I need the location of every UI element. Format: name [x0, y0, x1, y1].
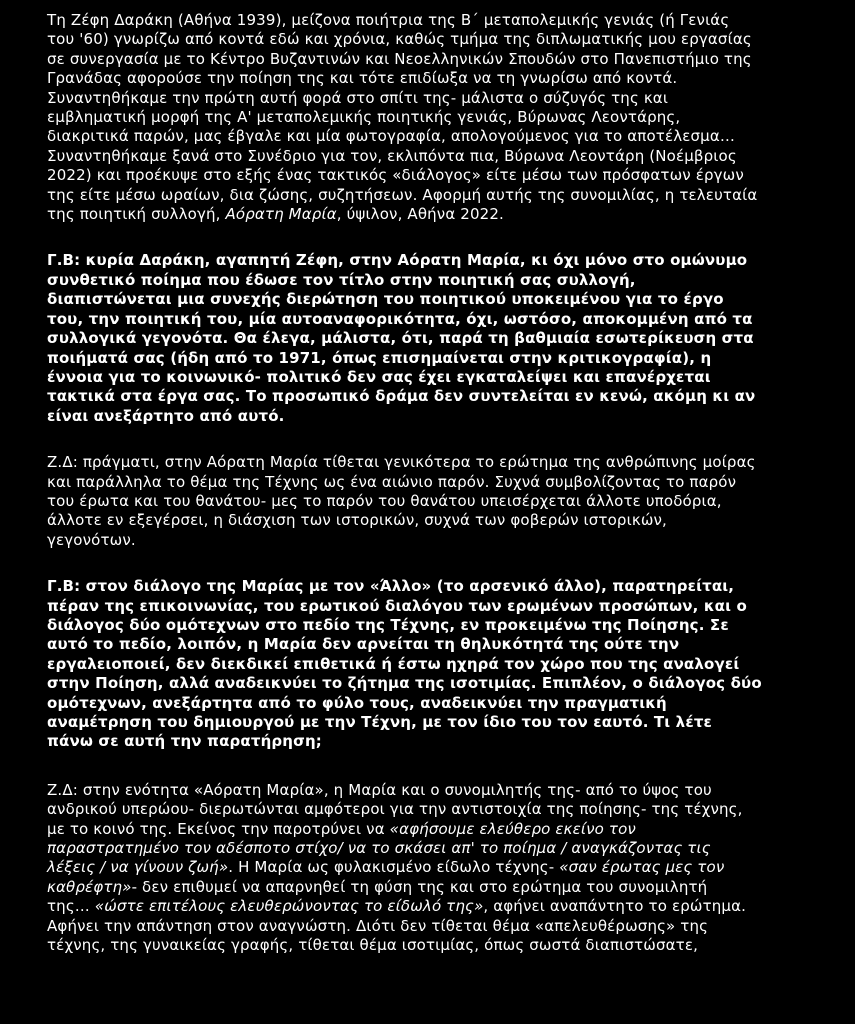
- text-line: γεγονότων.: [47, 530, 136, 549]
- text-line: διακριτικά παρών, μας έβγαλε και μία φωτογραφία, απολογούμενος για το αποτέλεσμα…: [47, 127, 736, 146]
- text-line: είναι ανεξάρτητο από αυτό.: [47, 406, 285, 425]
- text-line: του, την ποιητική του, μία αυτοαναφορικότητα, όχι, ωστόσο, αποκομμένη από τα: [47, 309, 753, 328]
- question-paragraph-2: [47, 577, 837, 752]
- text-line: Γρανάδας αφορούσε την ποίηση της και τότε επιδίωξα να τη γνωρίσω από κοντά.: [47, 69, 678, 88]
- text-line: σε συνεργασία με το Κέντρο Βυζαντινών και Νεοελληνικών Σπουδών στο Πανεπιστήμιο της: [47, 49, 752, 68]
- text-line: Αφήνει την απάντηση στον αναγνώστη. Διότι δεν τίθεται θέμα «απελευθέρωσης» της: [47, 916, 709, 935]
- text-run: με το κοινό της. Εκείνος την παροτρύνει να: [47, 819, 390, 838]
- answer-paragraph-1: [47, 453, 837, 550]
- answer-paragraph-2: [47, 781, 837, 956]
- text-line: Τη Ζέφη Δαράκη (Αθήνα 1939), μείζονα ποιήτρια της Β΄ μεταπολεμικής γενιάς (ή Γενιάς: [47, 11, 730, 29]
- text-line: και παράλληλα το θέμα της Τέχνης ως ένα αιώνιο παρόν. Συχνά συμβολίζοντας το παρόν: [47, 472, 737, 491]
- quote-text: παραστρατημένο τον αδέσποτο στίχο/ να το σκάσει απ' το ποίημα / αναγκάζοντας τις: [47, 839, 711, 858]
- text-line: αυτό το πεδίο, λοιπόν, η Μαρία δεν αρνείται τη θηλυκότητά της ούτε την: [47, 635, 680, 654]
- book-title: Αόρατη Μαρία: [225, 205, 337, 224]
- text-line: του '60) γνωρίζω από κοντά εδώ και χρόνια, καθώς τμήμα της διπλωματικής μου εργασίας: [47, 30, 752, 49]
- text-line: τέχνης, της γυναικείας γραφής, τίθεται θέμα ισοτιμίας, όπως σωστά διαπιστώσατε,: [47, 936, 698, 955]
- intro-paragraph: [47, 11, 837, 224]
- text-line: εμβληματική μορφή της Α' μεταπολεμικής ποιητικής γενιάς, Βύρωνας Λεοντάρης,: [47, 108, 681, 127]
- text-line: έννοια για το κοινωνικό- πολιτικό δεν σας έχει εγκαταλείψει και επανέρχεται: [47, 367, 711, 386]
- text-line: [47, 878, 837, 897]
- text-run: της…: [47, 897, 95, 916]
- text-line: [47, 820, 837, 839]
- text-line: [47, 839, 837, 858]
- quote-text: «ώστε επιτέλους ελευθερώνοντας το είδωλό της»: [94, 897, 484, 916]
- text-line: 2022) και προέκυψε στο εξής ένας τακτικός «διάλογος» είτε μέσω των πρόσφατων έργων: [47, 166, 744, 185]
- text-line: συνθετικό ποίημα που έδωσε τον τίτλο στην ποιητική σας συλλογή,: [47, 270, 636, 289]
- text-run: , αφήνει αναπάντητο το ερώτημα.: [483, 897, 747, 916]
- question-paragraph-1: [47, 251, 837, 426]
- text-line: αναμέτρηση του δημιουργού με την Τέχνη, με τον ίδιο του τον εαυτό. Τι λέτε: [47, 713, 713, 731]
- text-line: του έρωτα και του θανάτου- μες το παρόν του θανάτου υπεισέρχεται άλλοτε υποδόρια,: [47, 491, 722, 510]
- text-line: Ζ.Δ: πράγματι, στην Αόρατη Μαρία τίθεται γενικότερα το ερώτημα της ανθρώπινης μοίρας: [47, 453, 756, 472]
- text-run: - δεν επιθυμεί να απαρνηθεί τη φύση της και στο ερώτημα του συνομιλητή: [131, 877, 708, 896]
- text-run: . Η Μαρία ως φυλακισμένο είδωλο τέχνης-: [228, 858, 560, 877]
- text-line: άλλοτε εν εξεγέρσει, η διάσχιση των ιστορικών, συχνά των φοβερών ιστορικών,: [47, 511, 667, 530]
- quote-text: λέξεις / να γίνουν ζωή»: [47, 858, 229, 877]
- text-run: , ύψιλον, Αθήνα 2022.: [336, 205, 504, 224]
- text-line: ποιήματά σας (ήδη από το 1971, όπως επισημαίνεται στην κριτικογραφία), η: [47, 348, 712, 367]
- text-line: ανδρικού υπερώου- διερωτώνται αμφότεροι για την αντιστοιχία της ποίησης- της τέχνης,: [47, 800, 743, 819]
- text-line: Συναντηθήκαμε ξανά στο Συνέδριο για τον, εκλιπόντα πια, Βύρωνα Λεοντάρη (Νοέμβριος: [47, 146, 737, 165]
- text-line: πάνω σε αυτή την παρατήρηση;: [47, 732, 322, 751]
- text-line: της είτε μέσω ωραίων, δια ζώσης, συζητήσεων. Αφορμή αυτής της συνομιλίας, η τελευταία: [47, 185, 758, 204]
- text-line: Ζ.Δ: στην ενότητα «Αόρατη Μαρία», η Μαρία και ο συνομιλητής της- από το ύψος του: [47, 780, 712, 799]
- quote-text: καθρέφτη»: [47, 877, 132, 896]
- text-line: εργαλειοποιεί, δεν διεκδικεί επιθετικά ή έστω ηχηρά τον χώρο που της αναλογεί: [47, 654, 740, 673]
- text-line: Συναντηθήκαμε την πρώτη αυτή φορά στο σπίτι της- μάλιστα ο σύζυγός της και: [47, 88, 669, 107]
- text-line: Γ.Β: στον διάλογο της Μαρίας με τον «Άλλο» (το αρσενικό άλλο), παρατηρείται,: [47, 577, 735, 596]
- text-line: [47, 205, 837, 224]
- text-line: τακτικά στα έργα σας. Το προσωπικό δράμα δεν συντελείται εν κενώ, ακόμη κι αν: [47, 387, 756, 406]
- text-line: διάλογος δύο ομότεχνων στο πεδίο της Τέχνης, εν προκειμένω της Ποίησης. Σε: [47, 615, 729, 634]
- document-page: [47, 11, 837, 955]
- text-line: διαπιστώνεται μια συνεχής διερώτηση του ποιητικού υποκειμένου για το έργο: [47, 290, 724, 309]
- quote-text: «σαν έρωτας μες τον: [559, 858, 725, 877]
- text-line: [47, 897, 837, 916]
- text-line: στην Ποίηση, αλλά αναδεικνύει το ζήτημα της ισοτιμίας. Επιπλέον, ο διάλογος δύο: [47, 674, 762, 693]
- text-run: της ποιητική συλλογή,: [47, 205, 226, 224]
- text-line: συλλογικά γεγονότα. Θα έλεγα, μάλιστα, ότι, παρά τη βαθμιαία εσωτερίκευση στα: [47, 329, 754, 348]
- quote-text: «αφήσουμε ελεύθερο εκείνο τον: [389, 819, 636, 838]
- text-line: ομότεχνων, ανεξάρτητα από το φύλο τους, αναδεικνύει την πραγματική: [47, 693, 667, 712]
- text-line: πέραν της επικοινωνίας, του ερωτικού διαλόγου των ερωμένων προσώπων, και ο: [47, 596, 747, 615]
- text-line: [47, 858, 837, 877]
- text-line: Γ.Β: κυρία Δαράκη, αγαπητή Ζέφη, στην Αόρατη Μαρία, κι όχι μόνο στο ομώνυμο: [47, 251, 748, 270]
